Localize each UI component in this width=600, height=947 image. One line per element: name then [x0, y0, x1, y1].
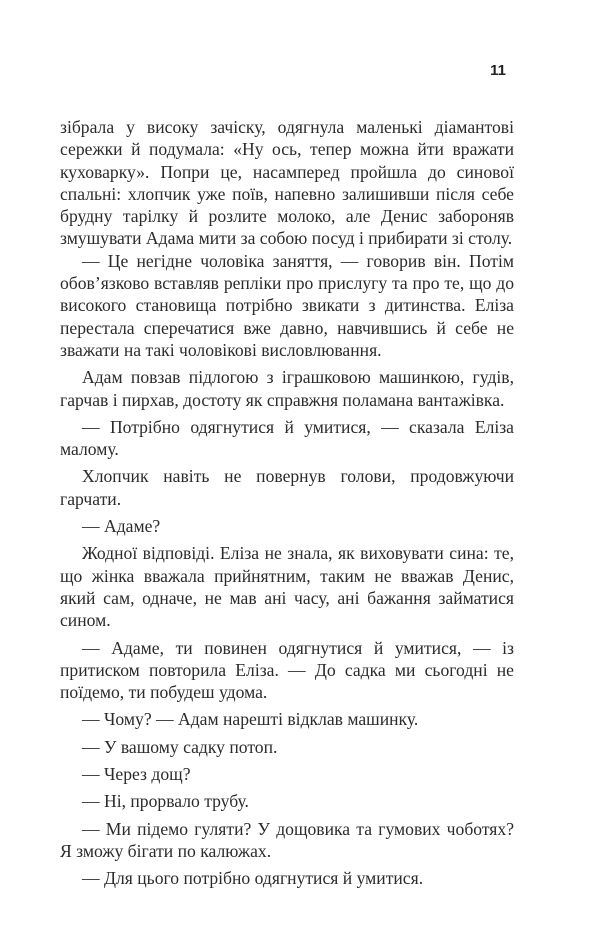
- paragraph-5: Хлопчик навіть не повернув голови, продовжуючи гарчати.: [60, 466, 514, 509]
- paragraph-4: — Потрібно одягнутися й умитися, — сказала Еліза малому.: [60, 416, 514, 460]
- body-text: [60, 116, 514, 890]
- paragraph-3: Адам повзав підлогою з іграшковою машинкою, гудів, гарчав і пирхав, достоту як справжня поламана вантажівка.: [60, 367, 514, 410]
- paragraph-12: — Ні, прорвало трубу.: [82, 791, 249, 812]
- paragraph-9: — Чому? — Адам нарешті відклав машинку.: [82, 709, 419, 730]
- paragraph-14: — Для цього потрібно одягнутися й умитися.: [82, 868, 424, 889]
- paragraph-7: Жодної відповіді. Еліза не знала, як виховувати сина: те, що жінка вважала прийнятним, таким не вважав Денис, який сам, одначе, не мав ані часу, ані бажання займатися сином.: [60, 543, 514, 631]
- paragraph-10: — У вашому садку потоп.: [82, 736, 278, 757]
- paragraph-13: — Ми підемо гуляти? У дощовика та гумових чоботях? Я зможу бігати по калюжах.: [60, 818, 514, 861]
- paragraph-8: — Адаме, ти повинен одягнутися й умитися, — із притиском повторила Еліза. — До садка ми сьогодні не поїдемо, ти побудеш удома.: [60, 637, 514, 703]
- paragraph-11: — Через дощ?: [82, 764, 191, 785]
- paragraph-6: — Адаме?: [82, 516, 161, 537]
- page-number: 11: [490, 62, 506, 79]
- paragraph-2: — Це негідне чоловіка заняття, — говорив він. Потім обов’язково вставляв репліки про прислугу та про те, що до високого становища потрібно звикати з дитинства. Еліза перестала сперечатися вже давно, навчившись й себе не зважати на такі чоловікові висловлювання.: [60, 250, 514, 360]
- paragraph-1: зібрала у високу зачіску, одягнула маленькі діамантові сережки й подумала: «Ну ось, тепер можна йти вражати куховарку». Попри це, насамперед пройшла до синової спальні: хлопчик уже поїв, напевно залишивши після себе брудну тарілку й розлите молоко, але Денис забороняв змушувати Адама мити за собою посуд і прибирати зі столу.: [60, 117, 514, 249]
